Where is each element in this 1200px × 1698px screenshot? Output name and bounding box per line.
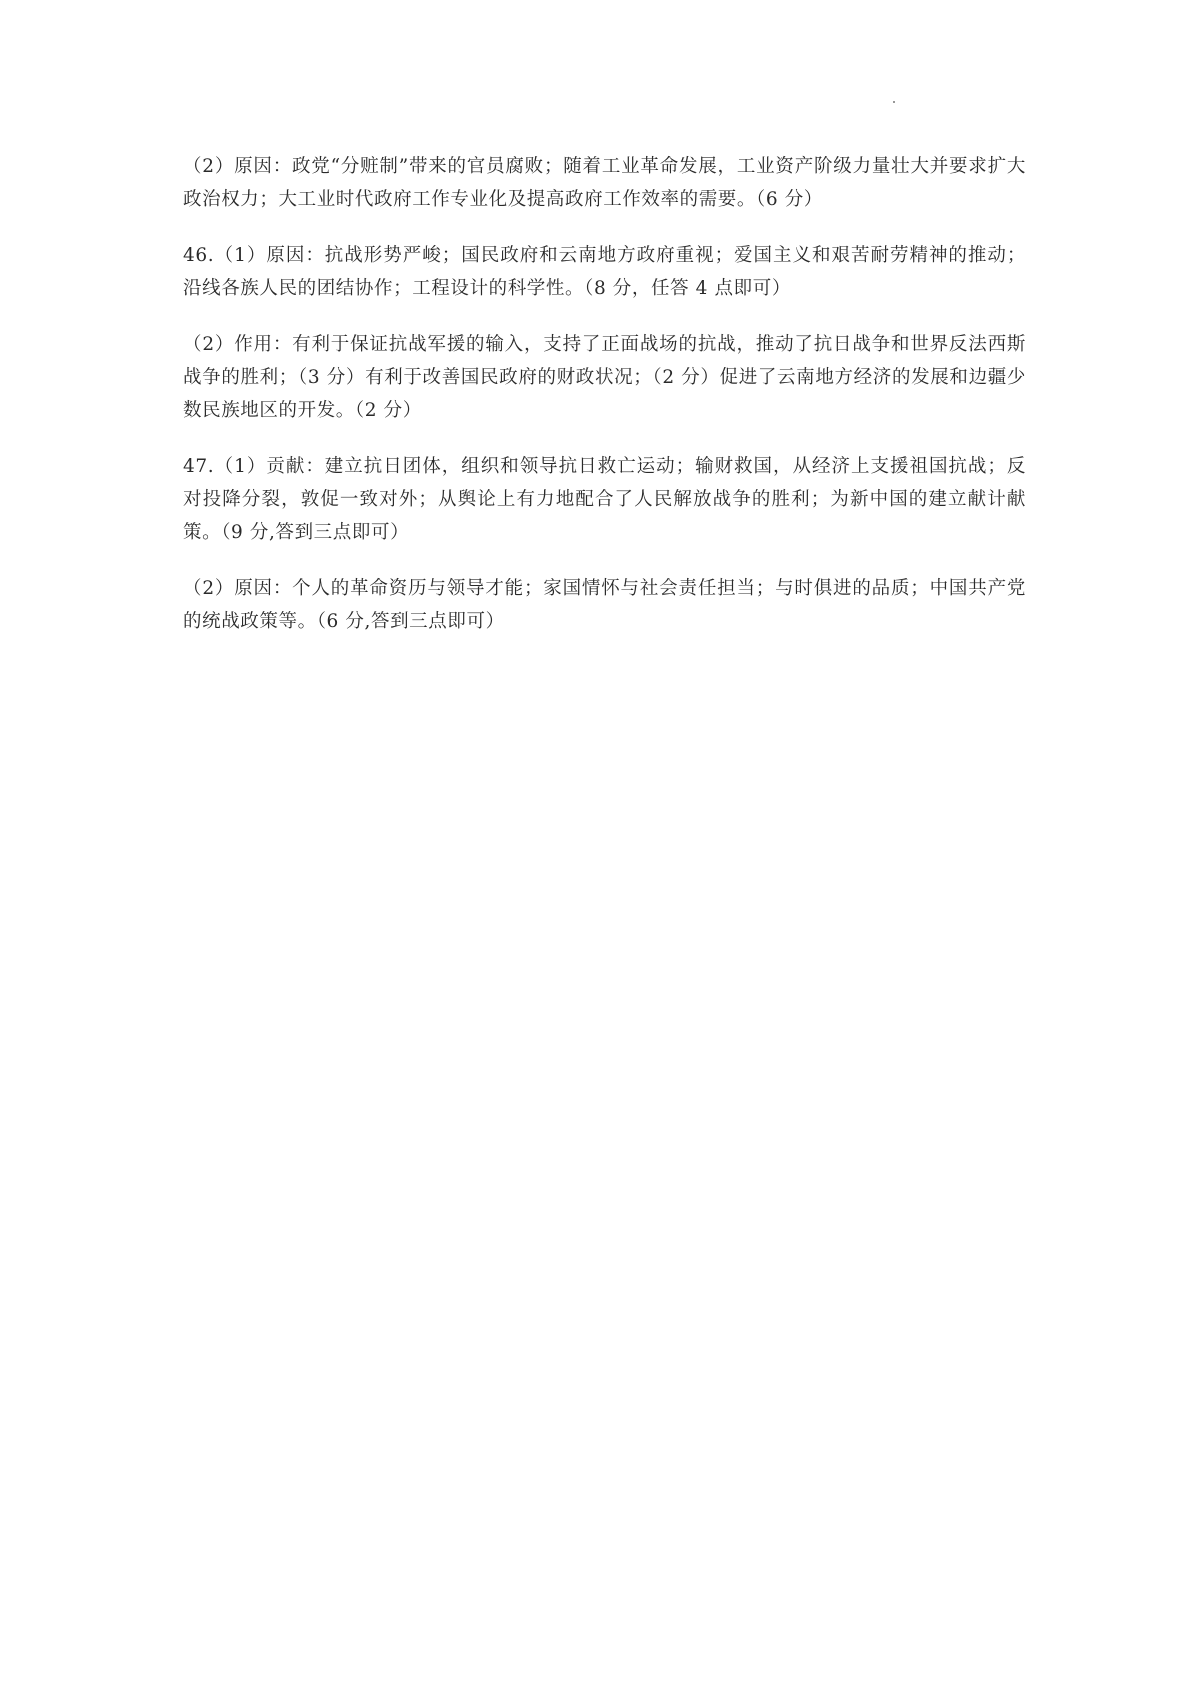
answer-46-1-paragraph: 46.（1）原因：抗战形势严峻；国民政府和云南地方政府重视；爱国主义和艰苦耐劳精神的推动；沿线各族人民的团结协作；工程设计的科学性。（8 分，任答 4 点即可） <box>183 245 1026 299</box>
answer-46-2-paragraph: （2）作用：有利于保证抗战军援的输入，支持了正面战场的抗战，推动了抗日战争和世界反法西斯战争的胜利；（3 分）有利于改善国民政府的财政状况；（2 分）促进了云南地方经济的发展和边疆少数民族地区的开发。（2 分） <box>183 334 1026 421</box>
stray-mark <box>893 101 895 103</box>
answer-45-2-paragraph: （2）原因：政党“分赃制”带来的官员腐败；随着工业革命发展，工业资产阶级力量壮大并要求扩大政治权力；大工业时代政府工作专业化及提高政府工作效率的需要。（6 分） <box>183 156 1026 210</box>
answer-47-1-paragraph: 47.（1）贡献：建立抗日团体，组织和领导抗日救亡运动；输财救国，从经济上支援祖国抗战；反对投降分裂，敦促一致对外；从舆论上有力地配合了人民解放战争的胜利；为新中国的建立献计献策。（9 分,答到三点即可） <box>183 456 1026 543</box>
answer-content <box>183 150 1026 661</box>
answer-47-2-paragraph: （2）原因：个人的革命资历与领导才能；家国情怀与社会责任担当；与时俱进的品质；中国共产党的统战政策等。（6 分,答到三点即可） <box>183 578 1026 632</box>
